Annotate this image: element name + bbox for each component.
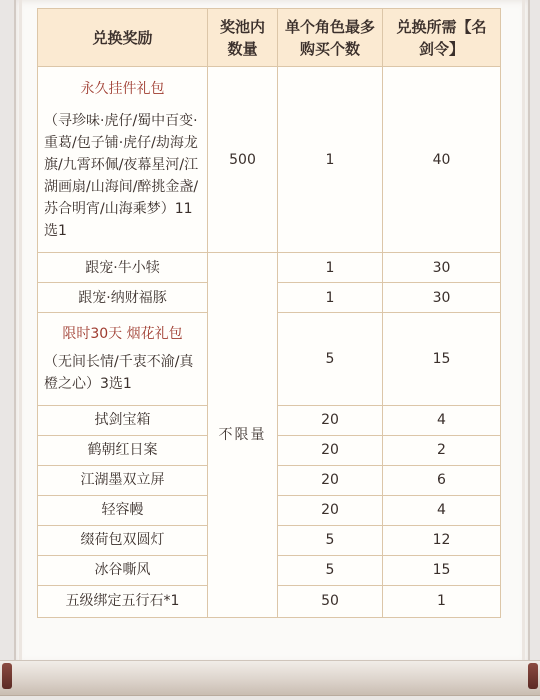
reward-cell bbox=[38, 313, 208, 405]
cost-cell: 1 bbox=[383, 585, 501, 617]
limit-cell: 20 bbox=[278, 435, 383, 465]
limit-cell: 5 bbox=[278, 313, 383, 405]
reward-cell: 轻容幔 bbox=[38, 495, 208, 525]
limit-cell: 1 bbox=[278, 67, 383, 253]
table-row bbox=[38, 67, 501, 253]
pool-qty-cell-unlimited: 不限量 bbox=[208, 253, 278, 618]
scroll-rod-cap-right bbox=[528, 663, 538, 689]
reward-cell: 缀荷包双圆灯 bbox=[38, 525, 208, 555]
cost-cell: 15 bbox=[383, 555, 501, 585]
reward-cell: 五级绑定五行石*1 bbox=[38, 585, 208, 617]
cost-cell: 4 bbox=[383, 495, 501, 525]
reward-title: 限时30天 烟花礼包 bbox=[62, 326, 183, 342]
limit-cell: 20 bbox=[278, 465, 383, 495]
reward-cell: 鹤朝红日案 bbox=[38, 435, 208, 465]
header-reward: 兑换奖励 bbox=[38, 9, 208, 67]
cost-cell: 6 bbox=[383, 465, 501, 495]
reward-cell: 跟宠·牛小犊 bbox=[38, 253, 208, 283]
header-pool-qty: 奖池内数量 bbox=[208, 9, 278, 67]
reward-title: 永久挂件礼包 bbox=[80, 80, 165, 97]
reward-cell: 跟宠·纳财福豚 bbox=[38, 283, 208, 313]
limit-cell: 5 bbox=[278, 555, 383, 585]
pool-qty-cell: 500 bbox=[208, 67, 278, 253]
cost-cell: 12 bbox=[383, 525, 501, 555]
cost-cell: 30 bbox=[383, 253, 501, 283]
limit-cell: 1 bbox=[278, 283, 383, 313]
cost-cell: 30 bbox=[383, 283, 501, 313]
scroll-rod bbox=[0, 660, 540, 696]
cost-cell: 40 bbox=[383, 67, 501, 253]
reward-cell: 江湖墨双立屏 bbox=[38, 465, 208, 495]
cost-cell: 15 bbox=[383, 313, 501, 405]
table-header-row bbox=[38, 9, 501, 67]
reward-cell: 冰谷嘶风 bbox=[38, 555, 208, 585]
cost-cell: 4 bbox=[383, 405, 501, 435]
cost-cell: 2 bbox=[383, 435, 501, 465]
limit-cell: 5 bbox=[278, 525, 383, 555]
header-per-char-limit: 单个角色最多购买个数 bbox=[278, 9, 383, 67]
reward-desc: （无间长情/千衷不渝/真橙之心）3选1 bbox=[44, 354, 194, 392]
reward-cell: 拭剑宝箱 bbox=[38, 405, 208, 435]
limit-cell: 50 bbox=[278, 585, 383, 617]
reward-cell bbox=[38, 67, 208, 253]
reward-desc: （寻珍味·虎仔/蜀中百变·重葛/包子铺·虎仔/劫海龙旗/九霄环佩/夜幕星河/江湖画扇/山海间/醉挑金盏/苏合明宵/山海乘梦）11选1 bbox=[44, 112, 199, 239]
limit-cell: 1 bbox=[278, 253, 383, 283]
limit-cell: 20 bbox=[278, 495, 383, 525]
table-row bbox=[38, 253, 501, 283]
scroll-rod-cap-left bbox=[2, 663, 12, 689]
limit-cell: 20 bbox=[278, 405, 383, 435]
header-cost: 兑换所需【名剑令】 bbox=[383, 9, 501, 67]
exchange-table bbox=[37, 8, 501, 618]
